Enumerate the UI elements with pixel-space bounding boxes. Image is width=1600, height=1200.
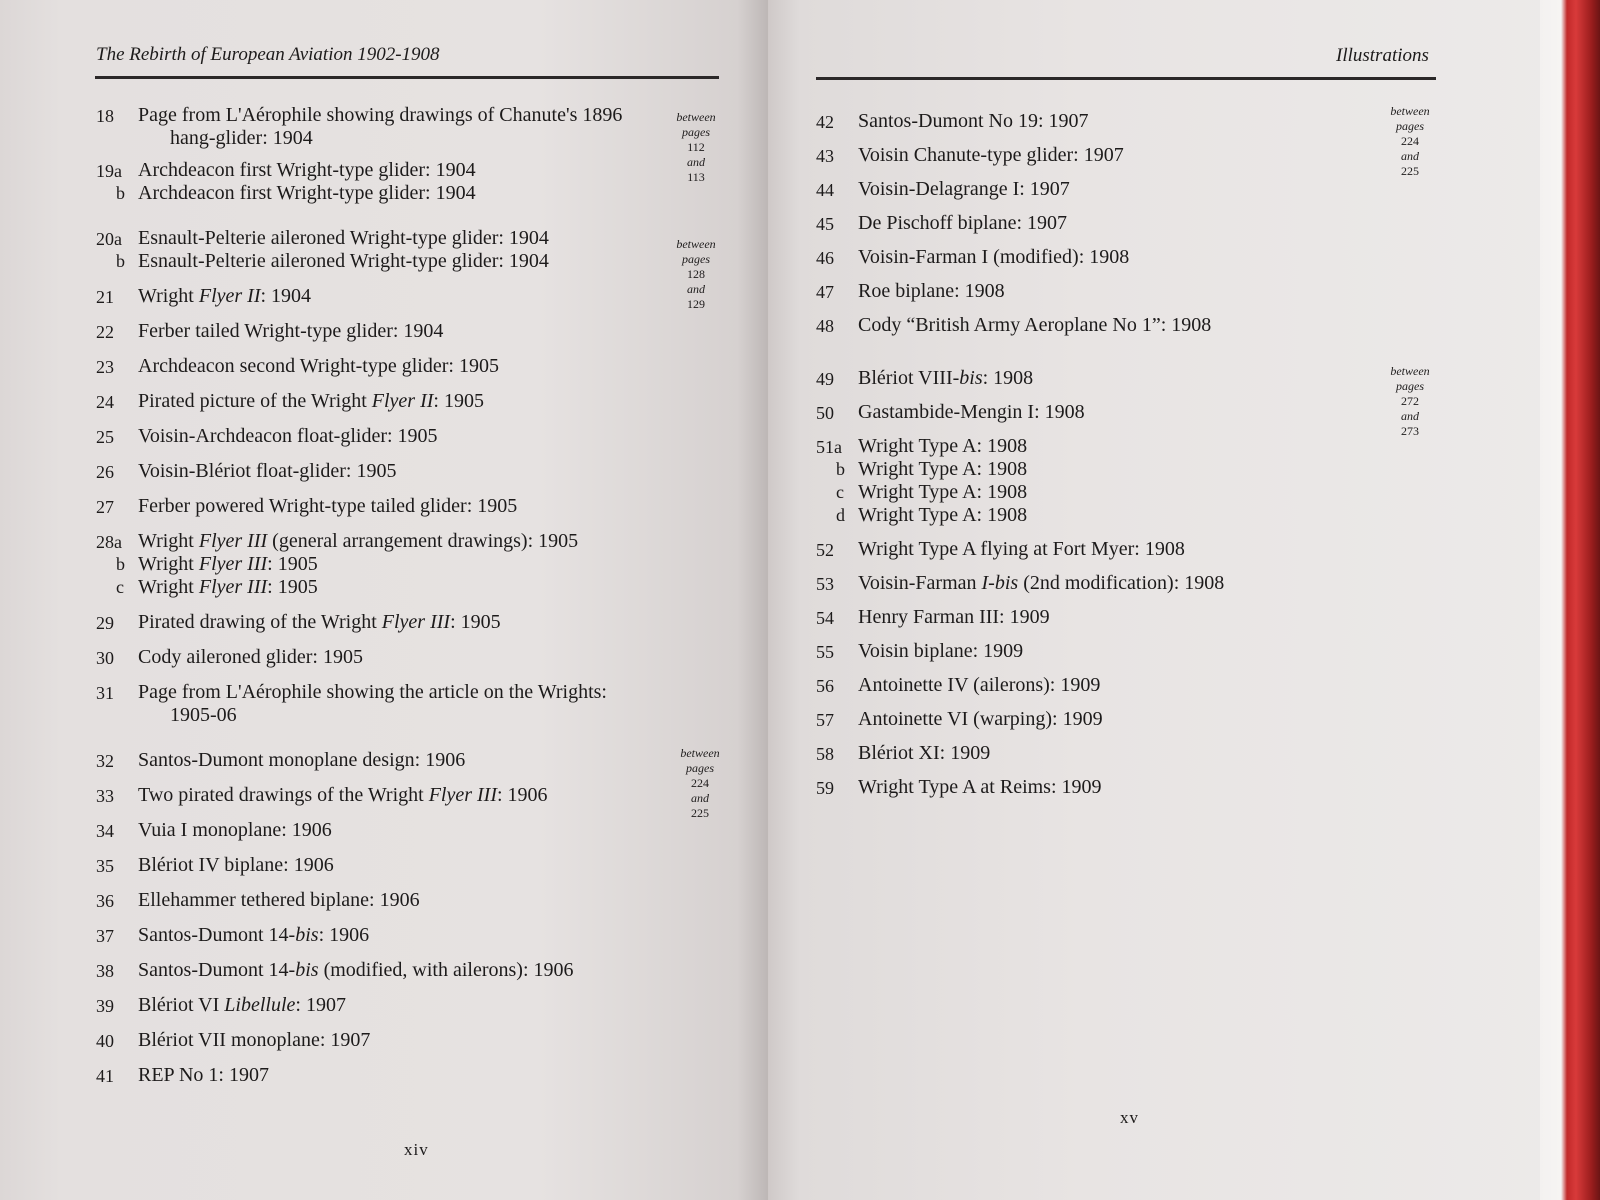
list-item — [96, 285, 676, 308]
item-number: 40 — [96, 1031, 114, 1051]
item-number: 42 — [816, 112, 834, 132]
item-caption: Ferber tailed Wright-type glider: 1904 — [138, 320, 444, 342]
header-rule — [816, 77, 1436, 80]
item-caption: Wright Flyer II: 1904 — [138, 285, 312, 307]
page-range-note: between pages 112 and 113 — [676, 110, 716, 184]
list-item — [96, 681, 676, 727]
item-number: 48 — [816, 316, 834, 336]
item-number: 24 — [96, 392, 114, 412]
item-number: 54 — [816, 608, 834, 628]
list-item — [816, 144, 1376, 167]
item-caption: Voisin-Farman I (modified): 1908 — [858, 246, 1130, 268]
item-caption: Wright Flyer III (general arrangement drawings): 1905 — [138, 530, 579, 552]
item-caption: Voisin-Delagrange I: 1907 — [858, 178, 1070, 200]
page-number: xv — [1120, 1108, 1139, 1127]
illustration-list — [816, 110, 1376, 799]
item-caption: Cody aileroned glider: 1905 — [138, 646, 363, 668]
item-caption: Roe biplane: 1908 — [858, 280, 1005, 302]
item-number: 21 — [96, 287, 114, 307]
header-rule — [95, 76, 719, 79]
page-range-note: between pages 224 and 225 — [680, 746, 720, 820]
item-caption: Voisin-Blériot float-glider: 1905 — [138, 460, 397, 482]
left-page — [0, 0, 768, 1200]
list-subitem — [816, 481, 1376, 504]
item-caption: Blériot VI Libellule: 1907 — [138, 994, 346, 1016]
item-letter: c — [836, 482, 844, 502]
item-caption: Gastambide-Mengin I: 1908 — [858, 401, 1085, 423]
list-item — [96, 889, 676, 912]
list-item — [96, 159, 676, 182]
item-caption: Voisin Chanute-type glider: 1907 — [858, 144, 1124, 166]
list-item — [816, 742, 1376, 765]
item-number: 44 — [816, 180, 834, 200]
item-letter: b — [836, 459, 845, 479]
item-caption: Blériot XI: 1909 — [858, 742, 991, 764]
item-caption: Voisin-Farman I-bis (2nd modification): 1908 — [858, 572, 1225, 594]
item-caption: Pirated drawing of the Wright Flyer III: 1905 — [138, 611, 501, 633]
item-caption: Page from L'Aérophile showing drawings of Chanute's 1896 — [138, 104, 623, 126]
list-item — [96, 530, 676, 553]
list-item — [96, 227, 676, 250]
item-number: 53 — [816, 574, 834, 594]
item-caption: Archdeacon first Wright-type glider: 1904 — [138, 182, 476, 204]
item-caption: Antoinette IV (ailerons): 1909 — [858, 674, 1101, 696]
item-number: 58 — [816, 744, 834, 764]
item-number: 49 — [816, 369, 834, 389]
item-caption: Esnault-Pelterie aileroned Wright-type glider: 1904 — [138, 250, 549, 272]
list-item — [816, 606, 1376, 629]
list-item — [816, 674, 1376, 697]
item-number: 34 — [96, 821, 114, 841]
item-caption: Santos-Dumont 14-bis (modified, with ailerons): 1906 — [138, 959, 574, 981]
running-head: The Rebirth of European Aviation 1902-1908 — [96, 44, 440, 65]
list-item — [96, 390, 676, 413]
right-page — [768, 0, 1558, 1200]
item-number: 46 — [816, 248, 834, 268]
item-number: 39 — [96, 996, 114, 1016]
list-item — [96, 749, 676, 772]
item-caption: Ellehammer tethered biplane: 1906 — [138, 889, 420, 911]
item-caption: Wright Flyer III: 1905 — [138, 576, 318, 598]
list-item — [96, 611, 676, 634]
list-item — [96, 924, 676, 947]
item-number: 43 — [816, 146, 834, 166]
item-number: 41 — [96, 1066, 114, 1086]
item-caption: Wright Type A: 1908 — [858, 435, 1028, 457]
item-caption: Vuia I monoplane: 1906 — [138, 819, 332, 841]
item-caption: Esnault-Pelterie aileroned Wright-type glider: 1904 — [138, 227, 549, 249]
list-item — [96, 854, 676, 877]
item-number: 35 — [96, 856, 114, 876]
list-item — [816, 538, 1376, 561]
list-subitem — [96, 576, 676, 599]
item-number: 33 — [96, 786, 114, 806]
list-item — [96, 495, 676, 518]
list-item — [96, 1064, 676, 1087]
page-range-note: between pages 224 and 225 — [1390, 104, 1430, 178]
item-number: 55 — [816, 642, 834, 662]
illustration-list — [96, 104, 676, 1087]
list-subitem — [96, 553, 676, 576]
item-letter: d — [836, 505, 845, 525]
item-number: 18 — [96, 106, 114, 126]
item-number: 36 — [96, 891, 114, 911]
item-number: 51a — [816, 437, 842, 457]
item-number: 20a — [96, 229, 122, 249]
list-item — [96, 320, 676, 343]
item-number: 31 — [96, 683, 114, 703]
list-item — [816, 246, 1376, 269]
list-item — [96, 994, 676, 1017]
item-caption: Henry Farman III: 1909 — [858, 606, 1050, 628]
list-item — [816, 212, 1376, 235]
item-number: 52 — [816, 540, 834, 560]
item-caption: Page from L'Aérophile showing the article on the Wrights: — [138, 681, 607, 703]
list-item — [96, 646, 676, 669]
item-number: 26 — [96, 462, 114, 482]
list-item — [816, 572, 1376, 595]
item-letter: b — [116, 183, 125, 203]
item-number: 29 — [96, 613, 114, 633]
item-number: 47 — [816, 282, 834, 302]
list-subitem — [96, 182, 676, 205]
item-caption: Wright Type A: 1908 — [858, 481, 1028, 503]
item-number: 59 — [816, 778, 834, 798]
item-caption: Archdeacon second Wright-type glider: 1905 — [138, 355, 499, 377]
list-item — [96, 959, 676, 982]
list-item — [816, 435, 1376, 458]
item-caption: Voisin biplane: 1909 — [858, 640, 1024, 662]
item-number: 23 — [96, 357, 114, 377]
item-number: 22 — [96, 322, 114, 342]
item-caption-continued: hang-glider: 1904 — [170, 127, 313, 149]
item-caption: Blériot IV biplane: 1906 — [138, 854, 334, 876]
item-caption: Blériot VII monoplane: 1907 — [138, 1029, 371, 1051]
list-item — [816, 401, 1376, 424]
list-item — [816, 367, 1376, 390]
list-item — [96, 355, 676, 378]
item-caption: Blériot VIII-bis: 1908 — [858, 367, 1034, 389]
item-number: 25 — [96, 427, 114, 447]
item-caption: Antoinette VI (warping): 1909 — [858, 708, 1103, 730]
item-caption: Santos-Dumont 14-bis: 1906 — [138, 924, 370, 946]
list-item — [96, 784, 676, 807]
item-number: 28a — [96, 532, 122, 552]
list-item — [96, 425, 676, 448]
list-item — [96, 819, 676, 842]
item-number: 50 — [816, 403, 834, 423]
item-caption: Wright Type A flying at Fort Myer: 1908 — [858, 538, 1185, 560]
item-letter: c — [116, 577, 124, 597]
item-number: 57 — [816, 710, 834, 730]
item-caption: Cody “British Army Aeroplane No 1”: 1908 — [858, 314, 1212, 336]
item-caption-continued: 1905-06 — [170, 704, 237, 726]
list-subitem — [96, 250, 676, 273]
item-number: 32 — [96, 751, 114, 771]
page-range-note: between pages 128 and 129 — [676, 237, 716, 311]
list-item — [816, 178, 1376, 201]
item-number: 30 — [96, 648, 114, 668]
list-item — [816, 640, 1376, 663]
list-item — [816, 776, 1376, 799]
book-edge — [1540, 0, 1600, 1200]
list-item — [816, 314, 1376, 337]
item-number: 56 — [816, 676, 834, 696]
list-item — [96, 104, 676, 150]
item-caption: Archdeacon first Wright-type glider: 1904 — [138, 159, 476, 181]
item-caption: Voisin-Archdeacon float-glider: 1905 — [138, 425, 438, 447]
list-subitem — [816, 504, 1376, 527]
item-caption: De Pischoff biplane: 1907 — [858, 212, 1068, 234]
item-letter: b — [116, 554, 125, 574]
list-item — [816, 280, 1376, 303]
item-caption: Santos-Dumont monoplane design: 1906 — [138, 749, 466, 771]
page-number: xiv — [404, 1140, 429, 1159]
list-item — [816, 110, 1376, 133]
list-item — [816, 708, 1376, 731]
item-caption: Wright Type A: 1908 — [858, 504, 1028, 526]
running-head: Illustrations — [1336, 45, 1429, 66]
item-number: 45 — [816, 214, 834, 234]
item-number: 37 — [96, 926, 114, 946]
item-caption: Wright Flyer III: 1905 — [138, 553, 318, 575]
list-item — [96, 460, 676, 483]
item-caption: Wright Type A: 1908 — [858, 458, 1028, 480]
item-number: 19a — [96, 161, 122, 181]
item-letter: b — [116, 251, 125, 271]
item-number: 27 — [96, 497, 114, 517]
item-number: 38 — [96, 961, 114, 981]
item-caption: Ferber powered Wright-type tailed glider: 1905 — [138, 495, 518, 517]
list-subitem — [816, 458, 1376, 481]
item-caption: REP No 1: 1907 — [138, 1064, 269, 1086]
item-caption: Pirated picture of the Wright Flyer II: 1905 — [138, 390, 484, 412]
item-caption: Santos-Dumont No 19: 1907 — [858, 110, 1089, 132]
item-caption: Wright Type A at Reims: 1909 — [858, 776, 1102, 798]
page-range-note: between pages 272 and 273 — [1390, 364, 1430, 438]
item-caption: Two pirated drawings of the Wright Flyer III: 1906 — [138, 784, 548, 806]
list-item — [96, 1029, 676, 1052]
